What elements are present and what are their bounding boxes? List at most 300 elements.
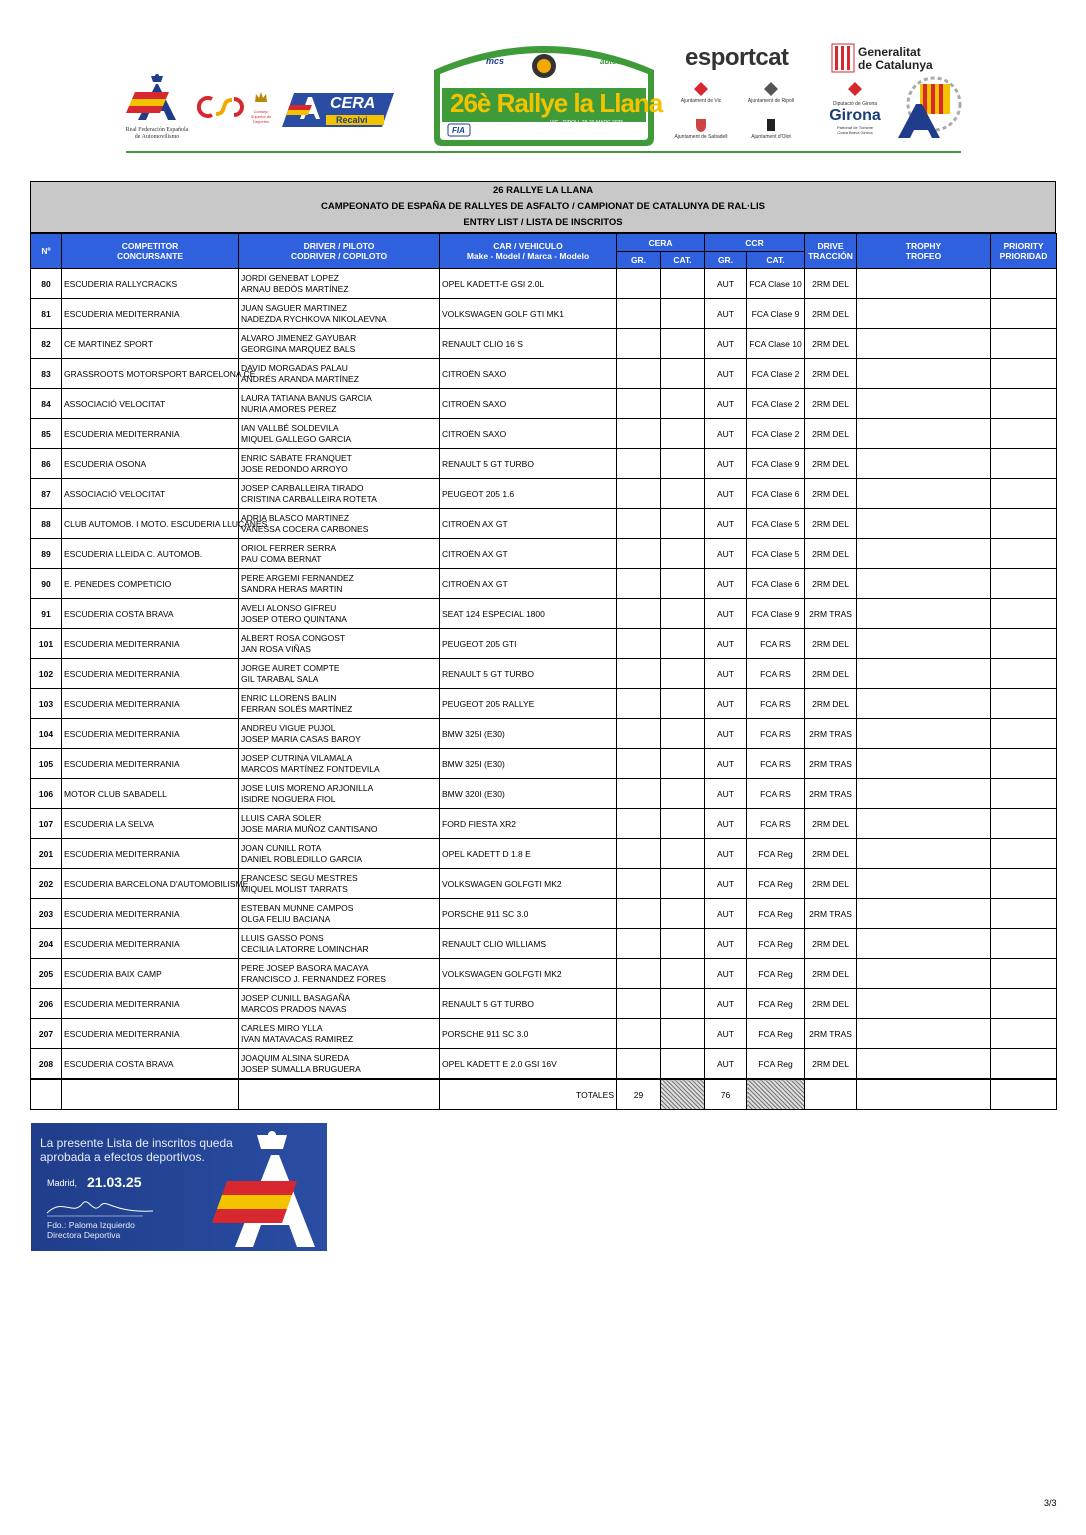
col-trophy-es: TROFEO (905, 251, 942, 261)
trophy (857, 419, 991, 449)
entry-list (30, 181, 1056, 1110)
drive: 2RM DEL (805, 959, 857, 989)
totals-ccr: 76 (705, 1080, 747, 1110)
driver-codriver (239, 749, 440, 779)
cera-group (617, 869, 661, 899)
codriver-name: ANDRÉS ARANDA MARTÍNEZ (241, 373, 359, 384)
cera-group (617, 539, 661, 569)
priority (991, 269, 1057, 299)
trophy (857, 869, 991, 899)
priority (991, 689, 1057, 719)
table-row (31, 749, 1057, 779)
trophy (857, 599, 991, 629)
col-car-line1: CAR / VEHICULO (493, 241, 563, 251)
codriver-name: FRANCISCO J. FERNANDEZ FORES (241, 973, 386, 984)
cera-category (661, 329, 705, 359)
competitor: ESCUDERIA MEDITERRANIA (62, 899, 239, 929)
ccr-group: AUT (705, 629, 747, 659)
competitor: ASSOCIACIÓ VELOCITAT (62, 389, 239, 419)
codriver-name: VANESSA COCERA CARBONES (241, 523, 369, 534)
car: VOLKSWAGEN GOLFGTI MK2 (440, 959, 617, 989)
drive: 2RM DEL (805, 449, 857, 479)
aj-sabadell (666, 118, 736, 140)
dip-girona-caption: Diputació de Girona (832, 101, 878, 107)
competitor: MOTOR CLUB SABADELL (62, 779, 239, 809)
ccr-group: AUT (705, 569, 747, 599)
ccr-category: FCA Clase 10 (747, 329, 805, 359)
priority (991, 959, 1057, 989)
cera-group (617, 989, 661, 1019)
codriver-name: NADEZDA RYCHKOVA NIKOLAEVNA (241, 313, 387, 324)
vic-crest-icon (694, 82, 708, 96)
col-cera-cat: CAT. (661, 252, 705, 269)
competitor: ESCUDERIA MEDITERRANIA (62, 749, 239, 779)
ccr-category: FCA Clase 6 (747, 569, 805, 599)
sabadell-crest-icon (694, 118, 708, 132)
driver-codriver (239, 899, 440, 929)
car: VOLKSWAGEN GOLFGTI MK2 (440, 869, 617, 899)
table-row (31, 839, 1057, 869)
car: CITROËN SAXO (440, 389, 617, 419)
totals-cera: 29 (617, 1080, 661, 1110)
ccr-group: AUT (705, 269, 747, 299)
cera-group (617, 299, 661, 329)
ccr-category: FCA RS (747, 809, 805, 839)
col-driver (239, 234, 440, 269)
ccr-category: FCA Clase 2 (747, 389, 805, 419)
rfea-emblem-icon (132, 72, 182, 122)
trophy (857, 779, 991, 809)
priority (991, 989, 1057, 1019)
driver-name: ADRIA BLASCO MARTINEZ (241, 512, 350, 523)
priority (991, 359, 1057, 389)
entry-number: 202 (31, 869, 62, 899)
priority (991, 509, 1057, 539)
ccr-category: FCA Clase 10 (747, 269, 805, 299)
col-drive (805, 234, 857, 269)
driver-name: JOSEP CUNILL BASAGAÑA (241, 992, 351, 1003)
cera-group (617, 569, 661, 599)
competitor: ESCUDERIA MEDITERRANIA (62, 299, 239, 329)
codriver-name: CRISTINA CARBALLEIRA ROTETA (241, 493, 377, 504)
table-row (31, 869, 1057, 899)
driver-codriver (239, 1019, 440, 1049)
drive: 2RM DEL (805, 419, 857, 449)
priority (991, 479, 1057, 509)
table-row (31, 449, 1057, 479)
priority (991, 899, 1057, 929)
cera-category (661, 659, 705, 689)
ccr-category: FCA Clase 2 (747, 359, 805, 389)
codriver-name: JOSE REDONDO ARROYO (241, 463, 348, 474)
drive: 2RM DEL (805, 659, 857, 689)
car: FORD FIESTA XR2 (440, 809, 617, 839)
cera-category (661, 479, 705, 509)
ccr-category: FCA Reg (747, 899, 805, 929)
cera-group (617, 779, 661, 809)
approval-place: Madrid, (47, 1178, 78, 1188)
driver-codriver (239, 989, 440, 1019)
trophy (857, 809, 991, 839)
drive: 2RM DEL (805, 989, 857, 1019)
col-competitor-es: CONCURSANTE (116, 251, 184, 261)
entry-number: 105 (31, 749, 62, 779)
car: PEUGEOT 205 RALLYE (440, 689, 617, 719)
drive: 2RM DEL (805, 569, 857, 599)
senyera-icon (832, 44, 854, 72)
car: BMW 320I (E30) (440, 779, 617, 809)
table-row (31, 359, 1057, 389)
table-row (31, 419, 1057, 449)
table-row (31, 569, 1057, 599)
driver-name: JUAN SAGUER MARTINEZ (241, 302, 348, 313)
codriver-name: JOSEP MARIA CASAS BAROY (241, 733, 361, 744)
trophy (857, 719, 991, 749)
col-competitor-en: COMPETITOR (121, 241, 179, 251)
codriver-name: OLGA FELIU BACIANA (241, 913, 331, 924)
ccr-category: FCA RS (747, 779, 805, 809)
cera-category (661, 419, 705, 449)
codriver-name: SANDRA HERAS MARTIN (241, 583, 343, 594)
aj-olot (736, 118, 806, 140)
driver-name: FRANCESC SEGU MESTRES (241, 872, 358, 883)
col-priority-es: PRIORIDAD (999, 251, 1048, 261)
driver-name: JOSE LUIS MORENO ARJONILLA (241, 782, 374, 793)
entry-number: 203 (31, 899, 62, 929)
table-row (31, 299, 1057, 329)
totals-cera-hatch (661, 1080, 705, 1110)
drive: 2RM TRAS (805, 1019, 857, 1049)
driver-name: ALVARO JIMENEZ GAYUBAR (241, 332, 357, 343)
driver-name: ORIOL FERRER SERRA (241, 542, 337, 553)
trophy (857, 629, 991, 659)
competitor: ESCUDERIA LLEIDA C. AUTOMOB. (62, 539, 239, 569)
cera-category (661, 929, 705, 959)
driver-codriver (239, 299, 440, 329)
trophy (857, 1049, 991, 1079)
driver-codriver (239, 509, 440, 539)
trophy (857, 989, 991, 1019)
aj-vic-caption: Ajuntament de Vic (680, 98, 722, 104)
competitor: ASSOCIACIÓ VELOCITAT (62, 479, 239, 509)
cera-group (617, 329, 661, 359)
aj-ripoll-caption: Ajuntament de Ripoll (747, 98, 795, 104)
ccr-group: AUT (705, 929, 747, 959)
competitor: ESCUDERIA MEDITERRANIA (62, 629, 239, 659)
trophy (857, 659, 991, 689)
driver-codriver (239, 599, 440, 629)
driver-codriver (239, 929, 440, 959)
driver-name: PERE ARGEMI FERNANDEZ (241, 572, 354, 583)
driver-codriver (239, 569, 440, 599)
entry-number: 86 (31, 449, 62, 479)
approval-text (40, 1136, 233, 1164)
table-row (31, 719, 1057, 749)
priority (991, 299, 1057, 329)
entry-number: 102 (31, 659, 62, 689)
ccr-group: AUT (705, 719, 747, 749)
car: VOLKSWAGEN GOLF GTI MK1 (440, 299, 617, 329)
generalitat-logo (832, 44, 950, 76)
ccr-group: AUT (705, 779, 747, 809)
totals-label: TOTALES (440, 1080, 617, 1110)
ccr-category: FCA Reg (747, 1019, 805, 1049)
priority (991, 929, 1057, 959)
cera-group (617, 659, 661, 689)
col-driver-line2: CODRIVER / COPILOTO (290, 251, 388, 261)
codriver-name: MIQUEL GALLEGO GARCIA (241, 433, 352, 444)
col-drive-en: DRIVE (817, 241, 844, 251)
ccr-group: AUT (705, 839, 747, 869)
ccr-category: FCA Clase 2 (747, 419, 805, 449)
entry-number: 90 (31, 569, 62, 599)
driver-name: JOAQUIM ALSINA SUREDA (241, 1052, 350, 1063)
competitor: ESCUDERIA MEDITERRANIA (62, 659, 239, 689)
codriver-name: MIQUEL MOLIST TARRATS (241, 883, 348, 894)
entry-number: 107 (31, 809, 62, 839)
car: CITROËN SAXO (440, 419, 617, 449)
driver-codriver (239, 959, 440, 989)
competitor: ESCUDERIA BARCELONA D'AUTOMOBILISME (62, 869, 239, 899)
cera-category (661, 299, 705, 329)
csd-caption: Consejo Superior de Deportes (250, 109, 272, 124)
col-car (440, 234, 617, 269)
aj-ripoll (736, 82, 806, 104)
driver-name: ENRIC LLORENS BALIN (241, 692, 337, 703)
ccr-category: FCA RS (747, 629, 805, 659)
driver-codriver (239, 719, 440, 749)
approval-line1: La presente Lista de inscritos queda (40, 1136, 233, 1150)
approval-line2: aprobada a efectos deportivos. (40, 1150, 205, 1164)
trophy (857, 389, 991, 419)
codriver-name: GEORGINA MARQUEZ BALS (241, 343, 356, 354)
cera-category (661, 809, 705, 839)
table-row (31, 329, 1057, 359)
competitor: ESCUDERIA MEDITERRANIA (62, 929, 239, 959)
cera-category (661, 599, 705, 629)
ccr-category: FCA Reg (747, 869, 805, 899)
priority (991, 659, 1057, 689)
car: PEUGEOT 205 1.6 (440, 479, 617, 509)
trophy (857, 479, 991, 509)
sponsor-logo-band (120, 36, 965, 154)
cera-category (661, 959, 705, 989)
ccr-category: FCA RS (747, 659, 805, 689)
entry-number: 89 (31, 539, 62, 569)
rfea-caption-line1: Real Federación Española (125, 127, 189, 133)
ccr-group: AUT (705, 1049, 747, 1079)
ccr-category: FCA Reg (747, 1049, 805, 1079)
ccr-group: AUT (705, 659, 747, 689)
drive: 2RM DEL (805, 359, 857, 389)
competitor: E. PENEDES COMPETICIO (62, 569, 239, 599)
ccr-group: AUT (705, 389, 747, 419)
ccr-category: FCA Clase 9 (747, 299, 805, 329)
col-num: Nº (31, 234, 62, 269)
event-title: 26 RALLYE LA LLANA (492, 185, 594, 196)
signature-icon (43, 1195, 163, 1219)
esportcat-text: esportcat (685, 44, 789, 71)
codriver-name: ARNAU BEDÓS MARTÍNEZ (241, 283, 349, 294)
diputacio-girona-logo (820, 82, 890, 135)
cera-category (661, 989, 705, 1019)
ccr-group: AUT (705, 989, 747, 1019)
col-ccr-gr: GR. (705, 252, 747, 269)
car: RENAULT 5 GT TURBO (440, 989, 617, 1019)
cera-category (661, 389, 705, 419)
totals-ccr-hatch (747, 1080, 805, 1110)
car: OPEL KADETT E 2.0 GSI 16V (440, 1049, 617, 1079)
drive: 2RM DEL (805, 929, 857, 959)
table-row (31, 509, 1057, 539)
entry-number: 104 (31, 719, 62, 749)
cera-category (661, 509, 705, 539)
trophy (857, 1019, 991, 1049)
codriver-name: PAU COMA BERNAT (241, 553, 322, 564)
ccr-category: FCA RS (747, 689, 805, 719)
trophy (857, 839, 991, 869)
girona-crest-icon (848, 82, 862, 96)
trophy (857, 359, 991, 389)
drive: 2RM DEL (805, 809, 857, 839)
olot-crest-icon (764, 118, 778, 132)
aj-olot-caption: Ajuntament d'Olot (751, 134, 791, 140)
totals-row (30, 1079, 1057, 1110)
codriver-name: JAN ROSA VIÑAS (241, 643, 311, 654)
cera-group (617, 479, 661, 509)
ccr-group: AUT (705, 689, 747, 719)
approval-date: 21.03.25 (87, 1174, 142, 1190)
girona-wordmark: Girona (829, 107, 881, 124)
trophy (857, 929, 991, 959)
signer-name: Fdo.: Paloma Izquierdo (47, 1220, 135, 1230)
cera-category (661, 1049, 705, 1079)
drive: 2RM TRAS (805, 899, 857, 929)
ccr-category: FCA Reg (747, 989, 805, 1019)
header-divider (126, 151, 961, 153)
priority (991, 869, 1057, 899)
entry-number: 208 (31, 1049, 62, 1079)
trophy (857, 269, 991, 299)
entry-number: 204 (31, 929, 62, 959)
car: CITROËN AX GT (440, 539, 617, 569)
codriver-name: JOSEP OTERO QUINTANA (241, 613, 347, 624)
table-row (31, 1049, 1057, 1079)
priority (991, 779, 1057, 809)
driver-name: PERE JOSEP BASORA MACAYA (241, 962, 369, 973)
trophy (857, 539, 991, 569)
ccr-category: FCA Reg (747, 839, 805, 869)
ccr-group: AUT (705, 809, 747, 839)
car: PEUGEOT 205 GTI (440, 629, 617, 659)
cera-category (661, 1019, 705, 1049)
driver-name: JOSEP CARBALLEIRA TIRADO (241, 482, 364, 493)
table-row (31, 989, 1057, 1019)
entry-number: 81 (31, 299, 62, 329)
cera-category (661, 779, 705, 809)
trophy (857, 569, 991, 599)
ccr-group: AUT (705, 869, 747, 899)
generalitat-line1: Generalitat (858, 45, 921, 59)
competitor: ESCUDERIA MEDITERRANIA (62, 719, 239, 749)
driver-codriver (239, 329, 440, 359)
cera-group (617, 509, 661, 539)
ccr-category: FCA Reg (747, 959, 805, 989)
cera-text: CERA (330, 95, 376, 112)
car: BMW 325I (E30) (440, 749, 617, 779)
ccr-category: FCA RS (747, 719, 805, 749)
table-row (31, 779, 1057, 809)
ripoll-crest-icon (764, 82, 778, 96)
rfea-caption-line2: de Automovilismo (134, 134, 180, 140)
cera-category (661, 539, 705, 569)
codriver-name: MARCOS PRADOS NAVAS (241, 1003, 347, 1014)
page-number: 3/3 (1044, 1498, 1057, 1508)
codriver-name: IVAN MATAVACAS RAMIREZ (241, 1033, 354, 1044)
cera-group (617, 629, 661, 659)
list-title: ENTRY LIST / LISTA DE INSCRITOS (463, 217, 623, 228)
trophy (857, 329, 991, 359)
csd-logo (198, 94, 293, 134)
priority (991, 539, 1057, 569)
priority (991, 1049, 1057, 1079)
ccr-group: AUT (705, 899, 747, 929)
cera-group (617, 599, 661, 629)
cera-category (661, 839, 705, 869)
competitor: GRASSROOTS MOTORSPORT BARCELONA CE (62, 359, 239, 389)
col-trophy-en: TROPHY (905, 241, 942, 251)
entry-number: 206 (31, 989, 62, 1019)
car: PORSCHE 911 SC 3.0 (440, 899, 617, 929)
patronat-line1: Patronat de Turisme (836, 125, 874, 130)
drive: 2RM DEL (805, 479, 857, 509)
cera-category (661, 569, 705, 599)
driver-codriver (239, 629, 440, 659)
priority (991, 329, 1057, 359)
cera-group (617, 359, 661, 389)
ccr-group: AUT (705, 359, 747, 389)
driver-codriver (239, 1049, 440, 1079)
table-row (31, 899, 1057, 929)
competitor: CLUB AUTOMOB. I MOTO. ESCUDERIA LLUÇANES (62, 509, 239, 539)
driver-codriver (239, 839, 440, 869)
ccr-category: FCA Clase 6 (747, 479, 805, 509)
drive: 2RM TRAS (805, 749, 857, 779)
col-car-line2: Make - Model / Marca - Modelo (466, 251, 590, 261)
cera-category (661, 629, 705, 659)
car: OPEL KADETT-E GSI 2.0L (440, 269, 617, 299)
table-row (31, 269, 1057, 299)
rally-plate-logo (430, 36, 663, 148)
driver-name: LLUIS CARA SOLER (241, 812, 322, 823)
driver-codriver (239, 869, 440, 899)
codriver-name: CECILIA LATORRE LOMINCHAR (241, 943, 369, 954)
fca-logo (890, 74, 960, 140)
priority (991, 449, 1057, 479)
competitor: ESCUDERIA MEDITERRANIA (62, 839, 239, 869)
codriver-name: DANIEL ROBLEDILLO GARCIA (241, 853, 363, 864)
ccr-category: FCA Clase 5 (747, 509, 805, 539)
entry-number: 91 (31, 599, 62, 629)
competitor: ESCUDERIA BAIX CAMP (62, 959, 239, 989)
rally-sponsor2-text: autoa (600, 57, 622, 66)
trophy (857, 689, 991, 719)
entry-number: 80 (31, 269, 62, 299)
driver-codriver (239, 449, 440, 479)
driver-codriver (239, 419, 440, 449)
drive: 2RM DEL (805, 689, 857, 719)
priority (991, 839, 1057, 869)
